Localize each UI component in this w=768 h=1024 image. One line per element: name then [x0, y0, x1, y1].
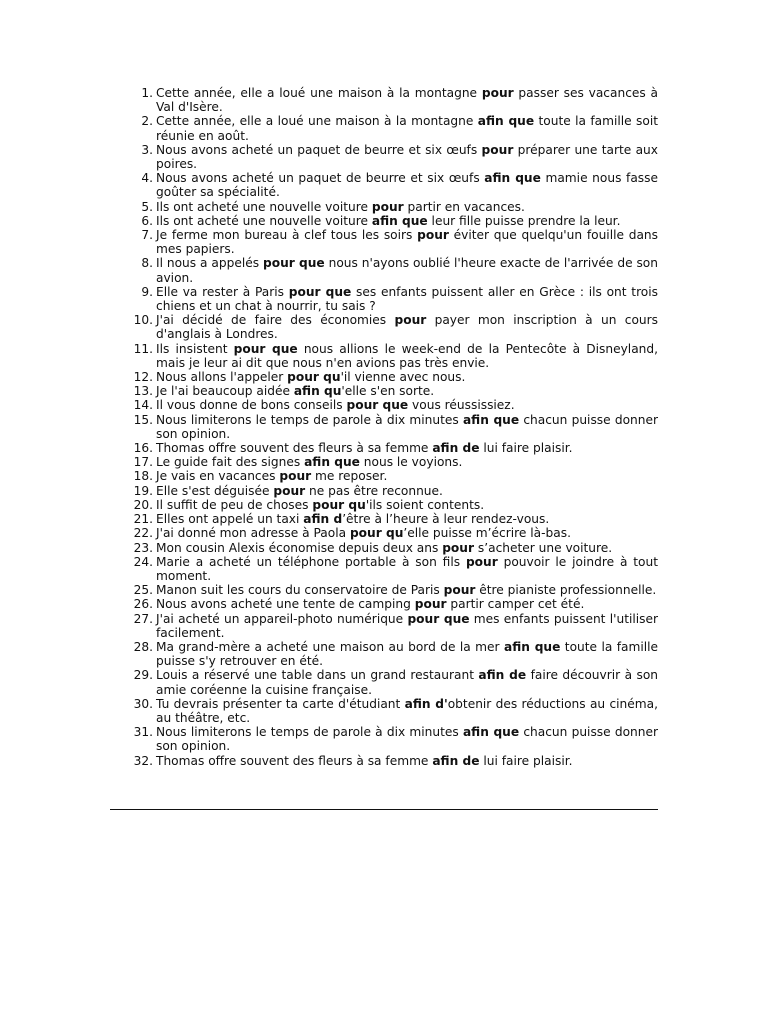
connector-keyword: afin que: [503, 639, 561, 654]
sentence-fragment: Mon cousin Alexis économise depuis deux ans: [156, 540, 443, 555]
sentence-fragment: J'ai décidé de faire des économies: [156, 313, 395, 328]
sentence-text: [156, 697, 658, 725]
item-number: 5.: [141, 199, 153, 214]
sentence-text: [156, 200, 658, 214]
connector-keyword: pour qu: [287, 370, 341, 385]
item-number: 4.: [141, 171, 153, 186]
item-number: 6.: [141, 213, 153, 228]
sentence-fragment: Je vais en vacances: [156, 469, 280, 484]
connector-keyword: pour: [481, 86, 514, 100]
connector-keyword: afin que: [477, 114, 535, 129]
sentence-fragment: lui faire plaisir.: [479, 753, 573, 768]
sentence-fragment: mes enfants puissent l'utiliser facilement.: [156, 611, 658, 640]
sentence-text: [156, 484, 658, 498]
connector-keyword: pour: [417, 228, 449, 243]
connector-keyword: pour que: [407, 611, 470, 626]
sentence-item: [128, 640, 658, 668]
sentence-fragment: passer ses vacances à Val d'Isère.: [156, 86, 658, 115]
sentence-fragment: s’acheter une voiture.: [474, 540, 613, 555]
sentence-fragment: ’être à l’heure à leur rendez-vous.: [342, 512, 550, 527]
item-number: 23.: [133, 540, 153, 555]
sentence-fragment: Cette année, elle a loué une maison à la montagne: [156, 114, 478, 129]
sentence-text: [156, 441, 658, 455]
item-number: 8.: [141, 256, 153, 271]
item-number: 26.: [133, 597, 153, 612]
connector-keyword: afin de: [478, 668, 527, 683]
sentence-text: [156, 526, 658, 540]
sentence-text: [156, 256, 658, 284]
connector-keyword: pour: [442, 540, 474, 555]
sentence-text: [156, 640, 658, 668]
sentence-text: [156, 313, 658, 341]
sentence-fragment: nous allions le week-end de la Pentecôte à Disneyland, mais je leur ai dit que nous n'en avions pas très envie.: [156, 341, 658, 370]
connector-keyword: afin de: [432, 441, 480, 456]
sentence-text: [156, 214, 658, 228]
sentence-text: [156, 597, 658, 611]
sentence-item: [128, 469, 658, 483]
connector-keyword: pour que: [346, 398, 409, 413]
sentence-fragment: J'ai donné mon adresse à Paola: [156, 526, 350, 541]
connector-keyword: afin de: [432, 753, 480, 768]
sentence-fragment: 'ils soient contents.: [365, 497, 485, 512]
item-number: 7.: [141, 228, 153, 243]
item-number: 18.: [133, 469, 153, 484]
sentence-fragment: pouvoir le joindre à tout moment.: [156, 554, 659, 583]
connector-keyword: afin que: [371, 213, 428, 228]
item-number: 15.: [133, 412, 153, 427]
sentence-item: [128, 498, 658, 512]
sentence-fragment: être pianiste professionnelle.: [475, 583, 657, 598]
connector-keyword: pour qu: [312, 497, 366, 512]
sentence-item: [128, 413, 658, 441]
sentence-item: [128, 214, 658, 228]
sentence-fragment: Marie a acheté un téléphone portable à son fils: [156, 554, 466, 569]
connector-keyword: afin d': [404, 696, 448, 711]
sentence-fragment: Elle va rester à Paris: [156, 284, 289, 299]
bottom-rule: [110, 809, 658, 810]
sentence-fragment: me reposer.: [311, 469, 388, 484]
item-number: 21.: [133, 512, 153, 527]
sentence-text: [156, 143, 658, 171]
item-number: 22.: [133, 526, 153, 541]
connector-keyword: pour: [273, 483, 306, 498]
connector-keyword: pour que: [233, 341, 298, 356]
sentence-item: [128, 384, 658, 398]
sentence-fragment: vous réussissiez.: [408, 398, 515, 413]
sentence-text: [156, 541, 658, 555]
sentence-fragment: 'il vienne avec nous.: [340, 370, 466, 385]
sentence-text: [156, 370, 658, 384]
sentence-text: [156, 498, 658, 512]
sentence-text: [156, 583, 658, 597]
sentence-text: [156, 469, 658, 483]
sentence-item: [128, 512, 658, 526]
sentence-item: [128, 583, 658, 597]
sentence-text: [156, 413, 658, 441]
sentence-item: [128, 171, 658, 199]
connector-keyword: afin qu: [293, 384, 342, 399]
connector-keyword: pour que: [288, 284, 352, 299]
sentence-item: [128, 143, 658, 171]
connector-keyword: afin que: [462, 412, 520, 427]
sentence-fragment: Il suffit de peu de choses: [156, 497, 313, 512]
sentence-text: [156, 384, 658, 398]
sentence-fragment: Ils ont acheté une nouvelle voiture: [156, 199, 372, 214]
sentence-fragment: Nous limiterons le temps de parole à dix minutes: [156, 725, 463, 740]
sentence-text: [156, 86, 658, 114]
item-number: 31.: [133, 725, 153, 740]
sentence-text: [156, 512, 658, 526]
sentence-fragment: Il nous a appelés: [156, 256, 263, 271]
sentence-list: [128, 86, 658, 768]
sentence-fragment: toute la famille puisse s'y retrouver en été.: [156, 639, 659, 669]
sentence-fragment: Ils ont acheté une nouvelle voiture: [156, 213, 372, 228]
item-number: 19.: [133, 483, 153, 498]
item-number: 10.: [133, 313, 153, 328]
connector-keyword: pour: [371, 199, 404, 214]
sentence-item: [128, 526, 658, 540]
sentence-fragment: nous le voyions.: [359, 455, 463, 470]
sentence-fragment: préparer une tarte aux poires.: [156, 142, 658, 172]
connector-keyword: pour qu: [349, 526, 404, 541]
sentence-text: [156, 754, 658, 768]
sentence-fragment: nous n'ayons oublié l'heure exacte de l'arrivée de son avion.: [156, 256, 658, 285]
item-number: 24.: [133, 554, 153, 569]
sentence-fragment: chacun puisse donner son opinion.: [156, 412, 659, 441]
sentence-item: [128, 398, 658, 412]
sentence-fragment: Je l'ai beaucoup aidée: [156, 384, 294, 399]
sentence-fragment: 'elle s'en sorte.: [341, 384, 435, 399]
sentence-fragment: mamie nous fasse goûter sa spécialité.: [156, 171, 658, 200]
item-number: 32.: [133, 753, 153, 768]
sentence-fragment: ne pas être reconnue.: [305, 483, 443, 498]
item-number: 28.: [133, 639, 153, 654]
sentence-item: [128, 668, 658, 696]
sentence-fragment: partir camper cet été.: [446, 597, 585, 612]
connector-keyword: afin que: [462, 725, 520, 740]
sentence-fragment: Elles ont appelé un taxi: [156, 512, 304, 527]
sentence-item: [128, 200, 658, 214]
connector-keyword: pour: [481, 142, 514, 157]
connector-keyword: afin que: [304, 455, 360, 470]
sentence-item: [128, 256, 658, 284]
item-number: 30.: [133, 696, 153, 711]
sentence-fragment: Je ferme mon bureau à clef tous les soirs: [156, 228, 418, 243]
sentence-fragment: Elle s'est déguisée: [156, 483, 274, 498]
sentence-item: [128, 342, 658, 370]
item-number: 11.: [133, 341, 153, 356]
sentence-fragment: Le guide fait des signes: [156, 455, 305, 470]
sentence-item: [128, 697, 658, 725]
sentence-fragment: éviter que quelqu'un fouille dans mes papiers.: [156, 228, 658, 257]
item-number: 14.: [133, 398, 153, 413]
sentence-fragment: J'ai acheté un appareil-photo numérique: [156, 611, 408, 626]
sentence-text: [156, 285, 658, 313]
item-number: 20.: [133, 497, 153, 512]
sentence-item: [128, 228, 658, 256]
item-number: 29.: [133, 668, 153, 683]
item-number: 27.: [133, 611, 153, 626]
connector-keyword: pour que: [262, 256, 325, 271]
sentence-text: [156, 398, 658, 412]
sentence-text: [156, 342, 658, 370]
sentence-fragment: Nous avons acheté une tente de camping: [156, 597, 415, 612]
connector-keyword: pour: [465, 554, 498, 569]
sentence-fragment: toute la famille soit réunie en août.: [156, 114, 658, 143]
connector-keyword: pour: [414, 597, 447, 612]
sentence-item: [128, 555, 658, 583]
sentence-text: [156, 228, 658, 256]
item-number: 25.: [133, 583, 153, 598]
sentence-fragment: payer mon inscription à un cours d'anglais à Londres.: [156, 313, 658, 342]
sentence-fragment: partir en vacances.: [403, 199, 525, 214]
sentence-item: [128, 114, 658, 142]
sentence-item: [128, 725, 658, 753]
sentence-item: [128, 455, 658, 469]
sentence-item: [128, 313, 658, 341]
sentence-fragment: Thomas offre souvent des fleurs à sa femme: [156, 441, 433, 456]
sentence-fragment: faire découvrir à son amie coréenne la cuisine française.: [156, 668, 659, 697]
sentence-text: [156, 612, 658, 640]
sentence-fragment: ses enfants puissent aller en Grèce : ils ont trois chiens et un chat à nourrir, tu sais ?: [156, 284, 658, 314]
sentence-item: [128, 612, 658, 640]
sentence-fragment: Nous avons acheté un paquet de beurre et six œufs: [156, 171, 485, 186]
item-number: 13.: [133, 384, 153, 399]
connector-keyword: pour: [394, 313, 427, 328]
connector-keyword: afin que: [484, 171, 541, 186]
sentence-fragment: Nous allons l'appeler: [156, 370, 288, 385]
sentence-fragment: Nous avons acheté un paquet de beurre et six œufs: [156, 142, 482, 157]
sentence-text: [156, 171, 658, 199]
item-number: 1.: [141, 86, 153, 100]
item-number: 16.: [133, 441, 153, 456]
item-number: 3.: [141, 142, 153, 157]
sentence-fragment: Thomas offre souvent des fleurs à sa femme: [156, 753, 433, 768]
item-number: 9.: [141, 284, 153, 299]
sentence-fragment: Ma grand-mère a acheté une maison au bord de la mer: [156, 639, 504, 654]
sentence-text: [156, 668, 658, 696]
sentence-text: [156, 114, 658, 142]
sentence-fragment: Manon suit les cours du conservatoire de Paris: [156, 583, 444, 598]
sentence-fragment: Cette année, elle a loué une maison à la montagne: [156, 86, 482, 100]
sentence-fragment: Il vous donne de bons conseils: [156, 398, 347, 413]
sentence-fragment: obtenir des réductions au cinéma, au théâtre, etc.: [156, 696, 658, 725]
sentence-item: [128, 441, 658, 455]
item-number: 12.: [133, 370, 153, 385]
sentence-fragment: lui faire plaisir.: [479, 441, 573, 456]
sentence-item: [128, 285, 658, 313]
item-number: 2.: [141, 114, 153, 129]
sentence-item: [128, 754, 658, 768]
connector-keyword: pour: [279, 469, 312, 484]
sentence-fragment: leur fille puisse prendre la leur.: [427, 213, 621, 228]
sentence-item: [128, 370, 658, 384]
sentence-fragment: Ils insistent: [156, 341, 234, 356]
sentence-item: [128, 484, 658, 498]
sentence-item: [128, 597, 658, 611]
sentence-fragment: Nous limiterons le temps de parole à dix minutes: [156, 412, 463, 427]
sentence-fragment: Tu devrais présenter ta carte d'étudiant: [156, 696, 405, 711]
sentence-text: [156, 555, 658, 583]
connector-keyword: pour: [443, 583, 476, 598]
connector-keyword: afin d: [303, 512, 343, 527]
sentence-fragment: chacun puisse donner son opinion.: [156, 725, 659, 754]
sentence-fragment: ’elle puisse m’écrire là-bas.: [403, 526, 571, 541]
sentence-text: [156, 725, 658, 753]
sentence-text: [156, 455, 658, 469]
sentence-item: [128, 86, 658, 114]
item-number: 17.: [133, 455, 153, 470]
sentence-fragment: Louis a réservé une table dans un grand restaurant: [156, 668, 479, 683]
sentence-item: [128, 541, 658, 555]
